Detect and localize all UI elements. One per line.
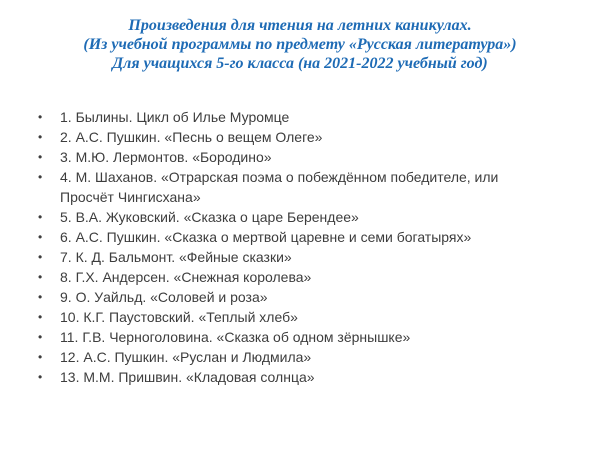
list-item-text: 13. М.М. Пришвин. «Кладовая солнца» xyxy=(60,369,315,385)
bullet-icon: • xyxy=(38,110,43,124)
list-item-text: 3. М.Ю. Лермонтов. «Бородино» xyxy=(60,149,272,165)
list-item-text: 8. Г.Х. Андерсен. «Снежная королева» xyxy=(60,269,312,285)
list-item xyxy=(38,327,558,347)
bullet-icon: • xyxy=(38,130,43,144)
reading-list xyxy=(38,107,558,387)
list-item-text: 4. М. Шаханов. «Отрарская поэма о побеждённом победителе, или Просчёт Чингисхана» xyxy=(60,169,499,205)
list-item xyxy=(38,267,558,287)
list-item xyxy=(38,127,558,147)
list-item-text: 7. К. Д. Бальмонт. «Фейные сказки» xyxy=(60,249,292,265)
list-item xyxy=(38,247,558,267)
list-item-text: 11. Г.В. Черноголовина. «Сказка об одном зёрнышке» xyxy=(60,329,411,345)
list-item-text: 10. К.Г. Паустовский. «Теплый хлеб» xyxy=(60,309,298,325)
list-item xyxy=(38,287,558,307)
list-item xyxy=(38,347,558,367)
list-item-text: 6. А.С. Пушкин. «Сказка о мертвой царевне и семи богатырях» xyxy=(60,229,472,245)
list-item-text: 9. О. Уайльд. «Соловей и роза» xyxy=(60,289,268,305)
list-item xyxy=(38,307,558,327)
title-line-1: Произведения для чтения на летних каникулах. xyxy=(128,17,472,34)
bullet-icon: • xyxy=(38,230,43,244)
title-line-3: Для учащихся 5-го класса (на 2021-2022 учебный год) xyxy=(112,55,488,72)
bullet-icon: • xyxy=(38,150,43,164)
slide-title xyxy=(0,0,600,73)
bullet-icon: • xyxy=(38,210,43,224)
list-item xyxy=(38,207,558,227)
bullet-icon: • xyxy=(38,250,43,264)
bullet-icon: • xyxy=(38,170,43,184)
bullet-icon: • xyxy=(38,350,43,364)
bullet-icon: • xyxy=(38,290,43,304)
list-item xyxy=(38,167,558,207)
bullet-icon: • xyxy=(38,330,43,344)
list-item-text: 12. А.С. Пушкин. «Руслан и Людмила» xyxy=(60,349,312,365)
list-item xyxy=(38,147,558,167)
bullet-icon: • xyxy=(38,370,43,384)
list-item xyxy=(38,107,558,127)
list-item-text: 1. Былины. Цикл об Илье Муромце xyxy=(60,109,290,125)
bullet-icon: • xyxy=(38,310,43,324)
list-item xyxy=(38,227,558,247)
bullet-icon: • xyxy=(38,270,43,284)
list-item-text: 2. А.С. Пушкин. «Песнь о вещем Олеге» xyxy=(60,129,323,145)
title-line-2: (Из учебной программы по предмету «Русская литература») xyxy=(83,36,517,53)
list-item xyxy=(38,367,558,387)
list-item-text: 5. В.А. Жуковский. «Сказка о царе Берендее» xyxy=(60,209,359,225)
